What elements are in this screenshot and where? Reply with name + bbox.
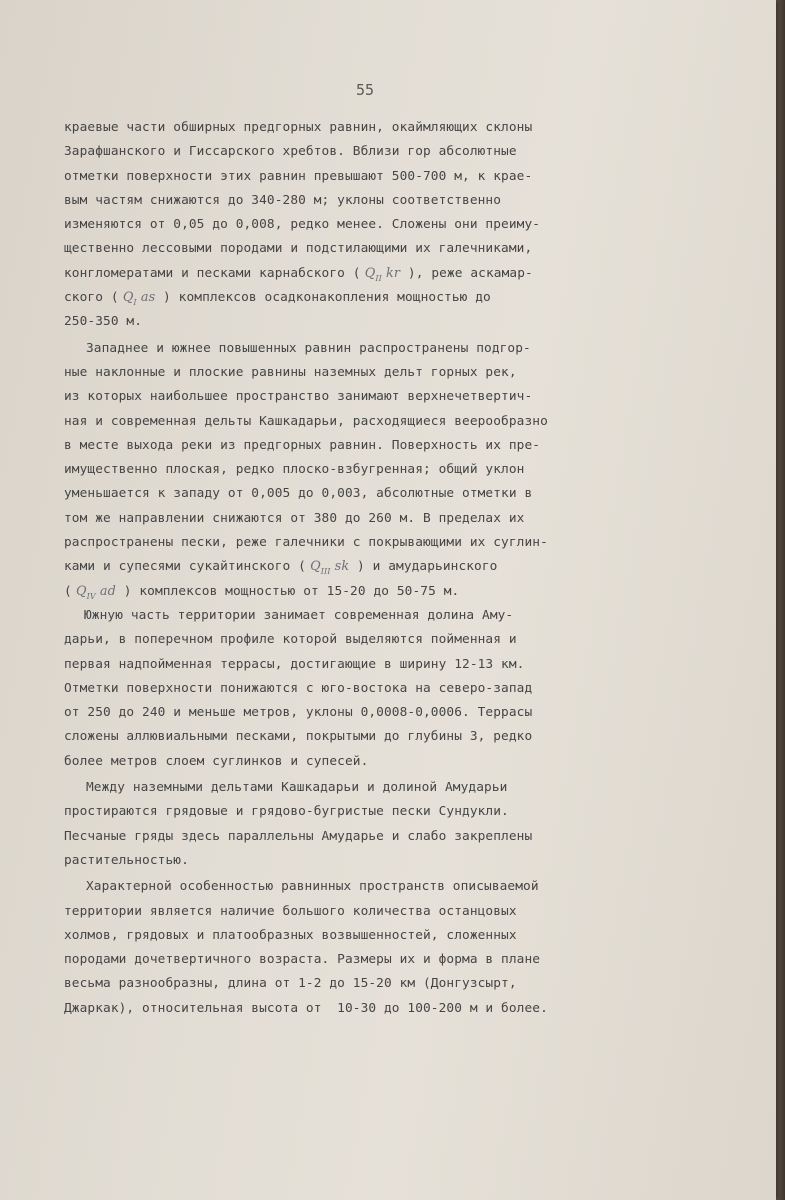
formula-sukait	[306, 559, 350, 577]
text-line-8	[64, 286, 764, 310]
text-line-5: изменяются от 0,05 до 0,008, редко менее. Сложены они преиму-	[64, 217, 541, 233]
text-line-33: территории является наличие большого количества останцовых	[64, 903, 517, 919]
text-line-1: краевые части обширных предгорных равнин, окаймляющих склоны	[64, 120, 533, 135]
text-line-34: холмов, грядовых и платообразных возвышенностей, сложенных	[64, 927, 517, 943]
text-line-27: более метров слоем суглинков и супесей.	[64, 753, 369, 769]
text-line-24: Отметки поверхности понижаются с юго-востока на северо-запад	[64, 680, 533, 696]
text-line-14: в месте выхода реки из предгорных равнин. Поверхность их пре-	[64, 437, 541, 453]
text-line-10: Западнее и южнее повышенных равнин распространены подгор-	[86, 340, 531, 356]
text-line-9: 250-350 м.	[64, 314, 143, 330]
formula-code: as	[140, 290, 156, 306]
formula-symbol: Q	[364, 265, 376, 281]
text-line-20-tail: ) комплексов мощностью от 15-20 до 50-75 м.	[115, 583, 460, 599]
text-line-16: уменьшается к западу от 0,005 до 0,003, абсолютные отметки в	[64, 486, 533, 502]
formula-symbol: Q	[75, 583, 87, 599]
text-line-28: Между наземными дельтами Кашкадарьи и долиной Амударьи	[86, 780, 508, 796]
document-body	[64, 116, 764, 1021]
page-number: 55	[356, 81, 375, 99]
text-line-19-head: ками и супесями сукайтинского (	[64, 559, 306, 575]
text-line-13: ная и современная дельты Кашкадарьи, расходящиеся веерообразно	[64, 413, 548, 429]
text-line-35: породами дочетвертичного возраста. Размеры их и форма в плане	[64, 952, 541, 968]
formula-symbol: Q	[310, 559, 321, 575]
formula-amudarya	[72, 584, 116, 599]
formula-code: sk	[334, 559, 350, 575]
text-line-11: ные наклонные и плоские равнины наземных дельт горных рек,	[64, 364, 517, 380]
formula-subscript: II	[375, 273, 382, 283]
text-line-32: Характерной особенностью равнинных пространств описываемой	[86, 879, 539, 895]
formula-karnab	[361, 266, 401, 281]
text-line-31: растительностью.	[64, 852, 189, 868]
text-line-18: распространены пески, реже галечники с покрывающими их суглин-	[64, 535, 548, 551]
text-line-7-head: конгломератами и песками карнабского (	[64, 265, 361, 281]
text-line-25: от 250 до 240 и меньше метров, уклоны 0,0008-0,0006. Террасы	[64, 705, 533, 721]
formula-subscript: I	[133, 298, 137, 308]
text-line-36: весьма разнообразны, длина от 1-2 до 15-20 км (Донгузсырт,	[64, 976, 517, 992]
background-surface	[775, 0, 785, 1200]
text-line-21: Южную часть территории занимает современная долина Аму-	[84, 607, 514, 623]
text-line-29: простираются грядовые и грядово-бугристые пески Сундукли.	[64, 804, 509, 820]
text-line-19-tail: ) и амударьинского	[349, 559, 498, 575]
text-line-3: отметки поверхности этих равнин превышают 500-700 м, к крае-	[64, 168, 533, 184]
text-line-23: первая надпойменная террасы, достигающие в ширину 12-13 км.	[64, 656, 525, 672]
text-line-17: том же направлении снижаются от 380 до 260 м. В пределах их	[64, 510, 525, 526]
text-line-37: Джаркак), относительная высота от 10-30 до 100-200 м и более.	[64, 1000, 548, 1016]
text-line-20	[64, 580, 764, 604]
text-line-22: дарьи, в поперечном профиле которой выделяются пойменная и	[64, 632, 517, 648]
text-line-19	[64, 555, 764, 579]
text-line-8-tail: ) комплексов осадконакопления мощностью до	[155, 290, 491, 306]
text-line-15: имущественно плоская, редко плоско-взбугренная; общий уклон	[64, 462, 525, 478]
text-line-20-head: (	[64, 583, 72, 599]
text-line-4: вым частям снижаются до 340-280 м; уклоны соответственно	[64, 192, 502, 208]
text-line-26: сложены аллювиальными песками, покрытыми до глубины 3, редко	[64, 729, 533, 745]
text-line-30: Песчаные гряды здесь параллельны Амударье и слабо закреплены	[64, 828, 533, 844]
formula-code: kr	[386, 265, 401, 281]
formula-subscript: III	[320, 567, 331, 577]
text-line-12: из которых наибольшее пространство занимают верхнечетвертич-	[64, 389, 533, 405]
text-line-6: щественно лессовыми породами и подстилающими их галечниками,	[64, 241, 533, 257]
text-line-7	[64, 262, 764, 286]
formula-askamar	[119, 290, 156, 308]
formula-symbol: Q	[122, 290, 134, 306]
formula-subscript: IV	[86, 591, 96, 601]
formula-code: ad	[99, 583, 116, 599]
text-line-2: Зарафшанского и Гиссарского хребтов. Вблизи гор абсолютные	[64, 144, 517, 160]
text-line-7-tail: ), реже аскамар-	[400, 265, 533, 281]
text-line-8-head: ского (	[64, 290, 119, 306]
